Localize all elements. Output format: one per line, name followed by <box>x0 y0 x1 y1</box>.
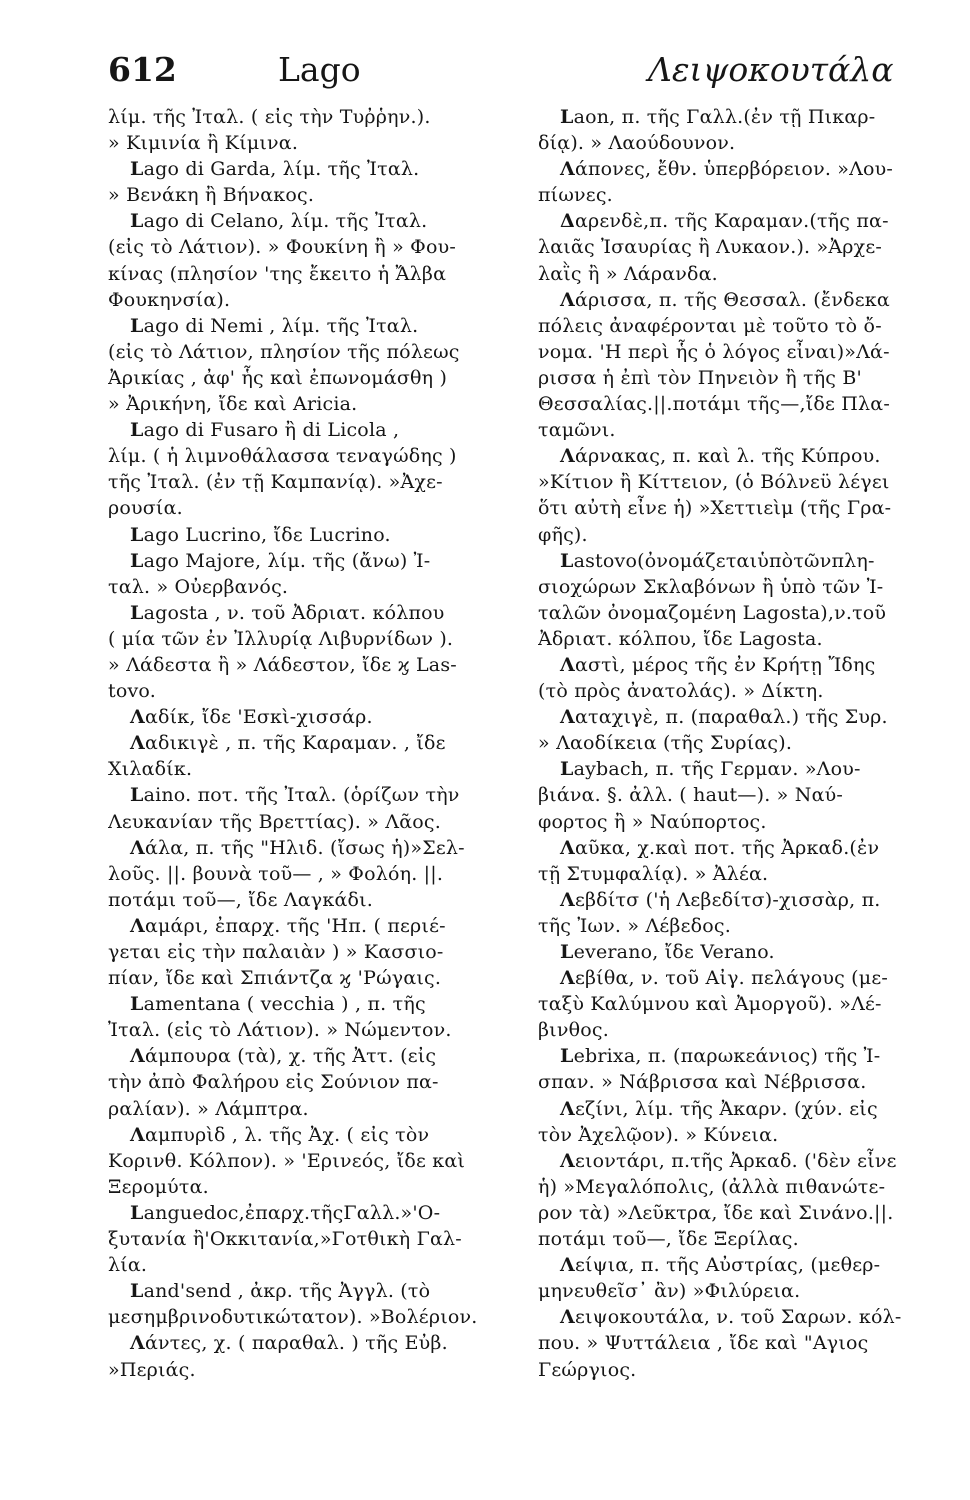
entry-line: Λαστὶ, μέρος τῆς ἐν Κρήτῃ Ἴδης <box>560 653 876 676</box>
text-line: ρισσα ἡ ἐπὶ τὸν Πηνειὸν ἢ τῆς Β' <box>538 366 862 389</box>
text-line: πίαν, ἴδε καὶ Σπιάντζα ϗ 'Ρώγαις. <box>108 967 442 990</box>
entry-line: Λαῦκα, χ.καὶ ποτ. τῆς Ἀρκαδ.(ἐν <box>560 836 880 859</box>
entry-line: Lebrixa, π. (παρωκεάνιος) τῆς Ἰ- <box>560 1045 881 1068</box>
header-left-word: Lago <box>278 50 361 89</box>
text-line: Χιλαδίκ. <box>108 758 193 781</box>
entry-line: Languedoc,ἐπαρχ.τῆςΓαλλ.»'Ο- <box>130 1201 441 1224</box>
text-line: ποτάμι τοῦ—, ἴδε Λαγκάδι. <box>108 888 373 911</box>
entry-line: Λάντες, χ. ( παραθαλ. ) τῆς Εὐβ. <box>130 1332 448 1355</box>
text-line: λίμ. τῆς Ἰταλ. ( εἰς τὴν Τυῤῥην.). <box>108 106 431 128</box>
entry-line: Λεβίθα, ν. τοῦ Αἰγ. πελάγους (με- <box>560 967 889 990</box>
page-number: 612 <box>108 50 177 89</box>
text-line: Γεώργιος. <box>538 1358 637 1381</box>
text-line: τῆς Ἰταλ. (ἐν τῇ Καμπανίᾳ). »Ἀχε- <box>108 471 443 494</box>
text-line: » Ἀρικήνη, ἴδε καὶ Aricia. <box>108 393 358 416</box>
text-line: δίᾳ). » Λαούδουνον. <box>538 132 736 155</box>
text-line: κίνας (πλησίον 'της ἔκειτο ἡ Ἄλβα <box>108 262 447 285</box>
entry-line: Λειψοκουτάλα, ν. τοῦ Σαρων. κόλ- <box>560 1306 902 1329</box>
text-line: λοῦς. ||. βουνὰ τοῦ— , » Φολόη. ||. <box>108 862 444 885</box>
entry-line: Lago di Garda, λίμ. τῆς Ἰταλ. <box>130 158 420 181</box>
text-line: ταμῶνι. <box>538 419 616 442</box>
text-line: ( μία τῶν ἐν Ἰλλυρίᾳ Λιβυρνίδων ). <box>108 627 454 650</box>
entry-line: Λείψια, π. τῆς Αὐστρίας, (μεθερ- <box>560 1254 881 1277</box>
entry-line: Lamentana ( vecchia ) , π. τῆς <box>130 993 426 1016</box>
text-line: »Περιάς. <box>108 1358 196 1381</box>
text-line: ὅτι αὐτὴ εἶνε ἡ) »Χεττιεὶμ (τῆς Γρα- <box>538 497 892 520</box>
entry-line: Λαταχιγὲ, π. (παραθαλ.) τῆς Συρ. <box>560 706 888 729</box>
text-line: μηνευθεῖσ᾽ ἂν) »Φιλύρεια. <box>538 1280 801 1303</box>
text-line: » Κιμινία ἢ Κίμινα. <box>108 132 299 155</box>
text-line: λίμ. ( ἡ λιμνοθάλασσα τεναγώδης ) <box>108 445 457 468</box>
entry-line: Λαδικιγὲ , π. τῆς Καραμαν. , ἴδε <box>130 732 446 755</box>
entry-line: Λαμάρι, ἐπαρχ. τῆς 'Ηπ. ( περιέ- <box>130 914 446 937</box>
entry-line: Laon, π. τῆς Γαλλ.(ἐν τῇ Πικαρ- <box>560 106 876 128</box>
text-line: »Κίτιον ἢ Κίττειον, (ὁ Βόλνεϋ λέγει <box>538 471 890 494</box>
entry-line: Lagosta , ν. τοῦ Ἀδριατ. κόλπου <box>130 601 445 624</box>
text-line: που. » Ψυττάλεια , ἴδε καὶ "Αγιος <box>538 1332 869 1355</box>
text-line: λαιᾶς Ἰσαυρίας ἢ Λυκαον.). »Ἀρχε- <box>538 236 883 259</box>
entry-line: Lago di Fusaro ἢ di Licola , <box>130 419 400 442</box>
text-line: » Λάδεστα ἢ » Λάδεστον, ἴδε ϗ Las- <box>108 653 457 676</box>
text-line: Ἀδριατ. κόλπου, ἴδε Lagosta. <box>538 627 823 650</box>
text-line: Κορινθ. Κόλπον). » 'Ερινεός, ἴδε καὶ <box>108 1149 466 1172</box>
entry-line: Λεβδίτσ ('ἡ Λεβεδίτσ)-χισσὰρ, π. <box>560 888 881 911</box>
text-line: σπαν. » Νάβρισσα καὶ Νέβρισσα. <box>538 1071 867 1094</box>
text-line: τὴν ἀπὸ Φαλήρου εἰς Σούνιον πα- <box>108 1071 439 1094</box>
text-line: πίωνες. <box>538 184 613 207</box>
entry-line: Λειοντάρι, π.τῆς Ἀρκαδ. ('δὲν εἶνε <box>560 1149 897 1172</box>
entry-line: Laino. ποτ. τῆς Ἰταλ. (ὁρίζων τὴν <box>130 784 460 807</box>
entry-line: Lago Majore, λίμ. τῆς (ἄνω) Ἰ- <box>130 549 431 572</box>
entry-line: Lago di Celano, λίμ. τῆς Ἰταλ. <box>130 210 428 233</box>
text-line: ραλίαν). » Λάμπτρα. <box>108 1097 309 1120</box>
text-line: σιοχώρων Σκλαβόνων ἢ ὑπὸ τῶν Ἰ- <box>538 575 884 598</box>
text-line: φορτος ἢ » Ναύπορτος. <box>538 810 767 833</box>
entry-line: Laybach, π. τῆς Γερμαν. »Λου- <box>560 758 861 781</box>
entry-line: Lago Lucrino, ἴδε Lucrino. <box>130 523 391 546</box>
text-line: Ἀρικίας , ἀφ' ἧς καὶ ἐπωνομάσθη ) <box>108 366 448 389</box>
text-line: ἡ) »Μεγαλόπολις, (ἀλλὰ πιθανώτε- <box>538 1175 886 1198</box>
text-line: ξυτανία ἢ'Οκκιτανία,»Γοτθικὴ Γαλ- <box>108 1228 462 1251</box>
text-line: μεσημβρινοδυτικώτατον). »Βολέριον. <box>108 1306 478 1329</box>
entry-line: Λάλα, π. τῆς "Ηλιδ. (ἴσως ἡ)»Σελ- <box>130 836 465 859</box>
header-right-word: Λειψοκουτάλα <box>648 50 894 89</box>
entry-line: Λαμπυρὶδ , λ. τῆς Ἀχ. ( εἰς τὸν <box>130 1123 430 1146</box>
text-line: νομα. 'Η περὶ ἧς ὁ λόγος εἶναι)»Λά- <box>538 340 890 363</box>
text-line: ρον τὰ) »Λεῦκτρα, ἴδε καὶ Σινάνο.||. <box>538 1201 894 1224</box>
text-line: λαῒς ἢ » Λάρανδα. <box>538 262 718 285</box>
text-line: tovo. <box>108 680 156 703</box>
entry-line: Λάπονες, ἔθν. ὑπερβόρειον. »Λου- <box>560 158 894 181</box>
text-line: ρουσία. <box>108 497 183 520</box>
page-header <box>0 48 970 98</box>
entry-line: Δαρενδὲ,π. τῆς Καραμαν.(τῆς πα- <box>560 210 889 233</box>
text-line: ταλ. » Οὐερβανός. <box>108 575 289 598</box>
text-line: φῆς). <box>538 523 588 546</box>
text-line: τὸν Ἀχελῷον). » Κύνεια. <box>538 1123 779 1146</box>
text-line: (εἰς τὸ Λάτιον, πλησίον τῆς πόλεως <box>108 340 460 363</box>
text-line: λία. <box>108 1254 148 1277</box>
text-line: βινθος. <box>538 1019 609 1042</box>
entry-line: Λάμπουρα (τὰ), χ. τῆς Ἀττ. (εἰς <box>130 1045 437 1068</box>
entry-line: Leverano, ἴδε Verano. <box>560 941 775 963</box>
text-line: (εἰς τὸ Λάτιον). » Φουκίνη ἢ » Φου- <box>108 236 456 259</box>
left-column <box>108 104 480 1383</box>
entry-line: Λεζίνι, λίμ. τῆς Ἀκαρν. (χύν. εἰς <box>560 1097 878 1120</box>
text-line: » Λαοδίκεια (τῆς Συρίας). <box>538 732 793 755</box>
text-line: Ἰταλ. (εἰς τὸ Λάτιον). » Νώμεντον. <box>108 1019 452 1042</box>
text-line: γεται εἰς τὴν παλαιὰν ) » Κασσιο- <box>108 941 444 963</box>
right-column <box>538 104 910 1383</box>
entry-line: Λάρισσα, π. τῆς Θεσσαλ. (ἔνδεκα <box>560 288 890 311</box>
entry-line: Λαδίκ, ἴδε 'Εσκὶ-χισσάρ. <box>130 706 373 729</box>
text-line: Φουκηνσία). <box>108 288 231 311</box>
text-line: ποτάμι τοῦ—, ἴδε Ξερίλας. <box>538 1228 799 1251</box>
text-line: ταξὺ Καλύμνου καὶ Ἀμοργοῦ). »Λέ- <box>538 993 882 1016</box>
text-line: πόλεις ἀναφέρονται μὲ τοῦτο τὸ ὄ- <box>538 314 882 337</box>
text-line: Λευκανίαν τῆς Βρεττίας). » Λᾶος. <box>108 810 441 833</box>
entry-line: Land'send , ἀκρ. τῆς Ἀγγλ. (τὸ <box>130 1280 431 1303</box>
text-line: βιάνα. §. ἀλλ. ( haut—). » Ναύ- <box>538 784 843 807</box>
entry-line: Λάρνακας, π. καὶ λ. τῆς Κύπρου. <box>560 445 881 468</box>
text-line: Ξερομύτα. <box>108 1175 209 1198</box>
text-line: τῇ Στυμφαλίᾳ). » Ἀλέα. <box>538 862 769 885</box>
text-line: τῆς Ἰων. » Λέβεδος. <box>538 914 732 937</box>
text-line: Θεσσαλίας.||.ποτάμι τῆς—,ἴδε Πλα- <box>538 393 890 416</box>
text-line: » Βενάκη ἢ Βήνακος. <box>108 184 315 207</box>
entry-line: Lastovo(ὀνομάζεταιὑπὸτῶνπλη- <box>560 549 875 572</box>
text-line: ταλῶν ὀνομαζομένη Lagosta),ν.τοῦ <box>538 601 887 624</box>
text-line: (τὸ πρὸς ἀνατολάς). » Δίκτη. <box>538 680 824 703</box>
entry-line: Lago di Nemi , λίμ. τῆς Ἰταλ. <box>130 314 419 337</box>
